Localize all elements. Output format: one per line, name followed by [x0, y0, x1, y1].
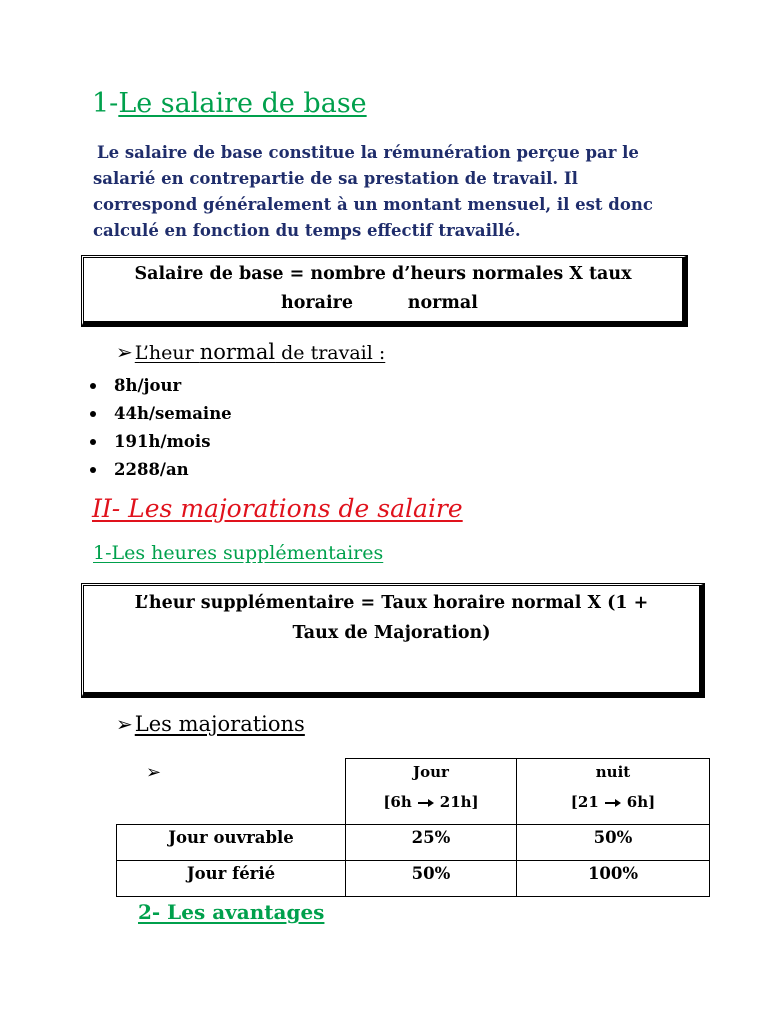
- majorations-table: [116, 758, 710, 897]
- intro-line-3: correspond généralement à un montant mensuel, il est donc: [93, 195, 653, 214]
- list-item: [88, 400, 232, 428]
- bullet-dot-icon: [90, 411, 96, 417]
- bullet-dot-icon: [90, 383, 96, 389]
- range-start: [6h: [383, 793, 412, 811]
- normal-hours-heading-b: normal: [199, 340, 276, 364]
- range-end: 6h]: [626, 793, 656, 811]
- table-corner-cell: [117, 759, 346, 825]
- list-item-text: 191h/mois: [114, 432, 211, 451]
- table-cell: [346, 861, 517, 897]
- list-item-text: 8h/jour: [114, 376, 182, 395]
- normal-hours-heading-c: de travail :: [275, 342, 386, 364]
- table-cell: [517, 861, 710, 897]
- cell-value: 50%: [593, 828, 633, 847]
- list-item-text: 2288/an: [114, 460, 189, 479]
- list-item: [88, 428, 232, 456]
- list-item: [88, 456, 232, 484]
- row-label: [117, 861, 346, 897]
- row-label-text: Jour férié: [186, 864, 276, 883]
- list-item-text: 44h/semaine: [114, 404, 232, 423]
- column-name: Jour: [413, 763, 449, 781]
- table-header-cell: [517, 759, 710, 825]
- table-header-cell: [346, 759, 517, 825]
- normal-hours-heading: [116, 340, 385, 364]
- section-1-title-text: Le salaire de base: [118, 88, 367, 119]
- intro-line-2: salarié en contrepartie de sa prestation de travail. Il: [93, 169, 578, 188]
- intro-paragraph: [93, 140, 713, 244]
- intro-line-4: calculé en fonction du temps effectif travaillé.: [93, 221, 521, 240]
- overtime-formula-box: [81, 583, 705, 698]
- cell-value: 100%: [587, 864, 639, 883]
- overtime-formula-line-2: Taux de Majoration): [292, 623, 491, 643]
- table-row: [117, 861, 710, 897]
- base-salary-formula-line-1: Salaire de base = nombre d’heurs normales X taux: [134, 264, 632, 284]
- arrow-right-icon: [605, 799, 621, 807]
- majorations-heading-text: Les majorations: [134, 712, 305, 736]
- base-salary-formula-line-2: horaire normal: [281, 293, 478, 313]
- row-label-text: Jour ouvrable: [168, 828, 294, 847]
- cell-value: 50%: [411, 864, 451, 883]
- section-1-number: 1-: [92, 88, 119, 119]
- row-label: [117, 825, 346, 861]
- column-range: [346, 793, 516, 811]
- overtime-formula-line-1: L’heur supplémentaire = Taux horaire normal X (1 +: [134, 593, 649, 613]
- bullet-dot-icon: [90, 439, 96, 445]
- bullet-dot-icon: [90, 467, 96, 473]
- overtime-subheading: 1-Les heures supplémentaires: [93, 542, 384, 564]
- arrow-bullet-icon: ➢: [116, 712, 133, 736]
- normal-hours-heading-a: L’heur: [134, 342, 200, 364]
- normal-hours-list: [88, 372, 232, 484]
- section-1-title: [92, 88, 367, 119]
- arrow-bullet-icon: ➢: [116, 340, 133, 364]
- table-cell: [346, 825, 517, 861]
- range-end: 21h]: [439, 793, 479, 811]
- section-3-title: 2- Les avantages: [138, 900, 325, 924]
- arrow-bullet-icon: ➢: [146, 762, 162, 783]
- table-row: [117, 825, 710, 861]
- column-name: nuit: [595, 763, 631, 781]
- list-item: [88, 372, 232, 400]
- intro-line-1: Le salaire de base constitue la rémunération perçue par le: [97, 143, 639, 162]
- table-cell: [517, 825, 710, 861]
- table-header-row: [117, 759, 710, 825]
- cell-value: 25%: [411, 828, 451, 847]
- majorations-heading: [116, 712, 305, 736]
- base-salary-formula-box: [81, 255, 688, 327]
- arrow-right-icon: [418, 799, 434, 807]
- range-start: [21: [570, 793, 599, 811]
- column-range: [517, 793, 709, 811]
- section-2-title: II- Les majorations de salaire: [92, 494, 463, 523]
